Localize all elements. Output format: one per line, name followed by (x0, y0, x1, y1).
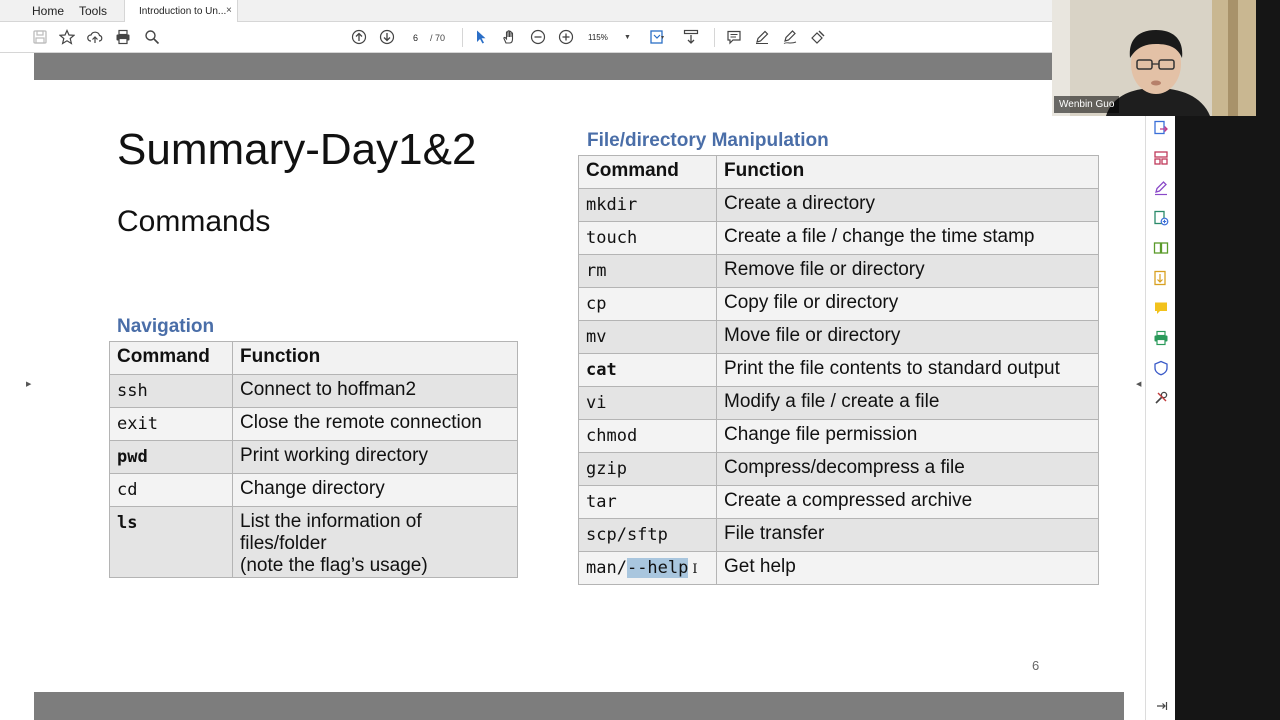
cloud-upload-icon[interactable] (87, 29, 103, 45)
slide-title: Summary-Day1&2 (117, 125, 477, 174)
function-line: files/folder (240, 533, 327, 554)
table-header-row (579, 156, 1099, 189)
tab-tools[interactable]: Tools (79, 4, 108, 18)
table-row (579, 387, 1099, 420)
zoom-in-icon[interactable] (558, 29, 574, 45)
column-header-function: Function (233, 342, 518, 375)
file-manipulation-heading: File/directory Manipulation (587, 130, 829, 151)
command-cell: cat (579, 354, 717, 387)
command-cell: exit (110, 408, 233, 441)
text-cursor-icon: I (692, 562, 698, 577)
command-cell: scp/sftp (579, 519, 717, 552)
table-row (110, 507, 518, 578)
table-row (579, 222, 1099, 255)
table-row (579, 255, 1099, 288)
function-cell (233, 507, 518, 578)
function-cell: Compress/decompress a file (717, 453, 1099, 486)
slide-page-number: 6 (1032, 658, 1040, 673)
command-cell: rm (579, 255, 717, 288)
tab-document-label: Introduction to Un... (139, 6, 227, 17)
expand-left-panel-icon[interactable]: ▶ (26, 381, 32, 388)
function-cell: File transfer (717, 519, 1099, 552)
comment-icon[interactable] (726, 29, 742, 45)
command-cell: cp (579, 288, 717, 321)
draw-icon[interactable] (782, 29, 798, 45)
table-row (579, 321, 1099, 354)
slide-subtitle: Commands (117, 205, 271, 238)
tab-document[interactable] (124, 0, 238, 23)
table-row (579, 519, 1099, 552)
function-line: List the information of (240, 511, 422, 532)
chevron-down-icon[interactable]: ▼ (624, 34, 631, 41)
command-cell[interactable] (579, 552, 717, 585)
combine-files-icon[interactable] (1153, 240, 1169, 256)
slide-top-band (34, 53, 1124, 80)
function-cell: Create a file / change the time stamp (717, 222, 1099, 255)
table-row (579, 288, 1099, 321)
viewer-right-gap (1124, 53, 1145, 720)
command-cell: cd (110, 474, 233, 507)
navigation-table (109, 341, 518, 578)
hand-tool-icon[interactable] (501, 29, 517, 45)
table-row (110, 408, 518, 441)
bookmark-star-icon[interactable] (59, 29, 75, 45)
svg-text:▾: ▾ (661, 35, 665, 41)
function-cell: Change directory (233, 474, 518, 507)
print-icon[interactable] (115, 29, 131, 45)
function-cell: Print working directory (233, 441, 518, 474)
tab-home[interactable]: Home (32, 4, 65, 18)
command-cell: ssh (110, 375, 233, 408)
command-cell: ls (110, 507, 233, 578)
background-black (1256, 0, 1280, 720)
function-line: (note the flag’s usage) (240, 555, 428, 576)
column-header-command: Command (110, 342, 233, 375)
table-row (110, 441, 518, 474)
toolbar (0, 22, 1052, 53)
table-row (110, 375, 518, 408)
collapse-panel-icon[interactable] (1153, 698, 1169, 714)
function-cell: Get help (717, 552, 1099, 585)
column-header-command: Command (579, 156, 717, 189)
collapse-right-panel-icon[interactable]: ◀ (1136, 381, 1142, 388)
table-row (579, 453, 1099, 486)
command-cell: gzip (579, 453, 717, 486)
function-cell: Create a compressed archive (717, 486, 1099, 519)
function-cell: Modify a file / create a file (717, 387, 1099, 420)
close-tab-icon[interactable]: × (226, 5, 232, 16)
save-icon[interactable] (32, 29, 48, 45)
command-cell: vi (579, 387, 717, 420)
function-cell: Change file permission (717, 420, 1099, 453)
participant-name: Wenbin Guo (1054, 96, 1119, 113)
command-cell: pwd (110, 441, 233, 474)
page-down-icon[interactable] (379, 29, 395, 45)
function-cell: Remove file or directory (717, 255, 1099, 288)
table-row (110, 474, 518, 507)
toolbar-divider (714, 28, 715, 47)
webcam-video (1052, 0, 1256, 116)
slide-bottom-band (34, 692, 1124, 720)
table-row (579, 354, 1099, 387)
command-cell: mkdir (579, 189, 717, 222)
function-cell: Close the remote connection (233, 408, 518, 441)
function-cell: Create a directory (717, 189, 1099, 222)
table-row (579, 189, 1099, 222)
command-cell: chmod (579, 420, 717, 453)
selected-text[interactable]: --help (626, 558, 689, 578)
page-up-icon[interactable] (351, 29, 367, 45)
compress-icon[interactable] (1153, 270, 1169, 286)
function-cell: Connect to hoffman2 (233, 375, 518, 408)
tab-bar (0, 0, 1052, 22)
toolbar-divider (462, 28, 463, 47)
scroll-mode-icon[interactable] (683, 29, 699, 45)
table-row (579, 552, 1099, 585)
zoom-out-icon[interactable] (530, 29, 546, 45)
zoom-level-select[interactable]: 115% (588, 33, 608, 42)
print-production-icon[interactable] (1153, 330, 1169, 346)
navigation-heading: Navigation (117, 316, 215, 337)
table-header-row (110, 342, 518, 375)
column-header-function: Function (717, 156, 1099, 189)
command-cell: mv (579, 321, 717, 354)
file-manipulation-table (578, 155, 1099, 585)
slide-page (34, 80, 1124, 692)
table-row (579, 420, 1099, 453)
fill-sign-icon[interactable] (810, 29, 826, 45)
organize-pages-icon[interactable] (1153, 150, 1169, 166)
search-icon[interactable] (144, 29, 160, 45)
select-cursor-icon[interactable] (473, 29, 489, 45)
function-cell: Move file or directory (717, 321, 1099, 354)
command-cell: touch (579, 222, 717, 255)
page-number-input[interactable]: 6 (412, 33, 418, 43)
function-cell: Print the file contents to standard output (717, 354, 1099, 387)
protect-icon[interactable] (1153, 360, 1169, 376)
page-total: / 70 (430, 33, 446, 43)
tools-panel (1145, 116, 1175, 720)
command-prefix: man/ (586, 558, 627, 578)
highlight-pen-icon[interactable] (754, 29, 770, 45)
command-cell: tar (579, 486, 717, 519)
more-tools-icon[interactable] (1153, 390, 1169, 406)
table-row (579, 486, 1099, 519)
background-black (1175, 116, 1256, 720)
create-pdf-icon[interactable] (1153, 210, 1169, 226)
comment-tool-icon[interactable] (1153, 300, 1169, 316)
function-cell: Copy file or directory (717, 288, 1099, 321)
page-fit-icon[interactable] (649, 29, 665, 45)
edit-pdf-icon[interactable] (1153, 180, 1169, 196)
export-pdf-icon[interactable] (1153, 120, 1169, 136)
